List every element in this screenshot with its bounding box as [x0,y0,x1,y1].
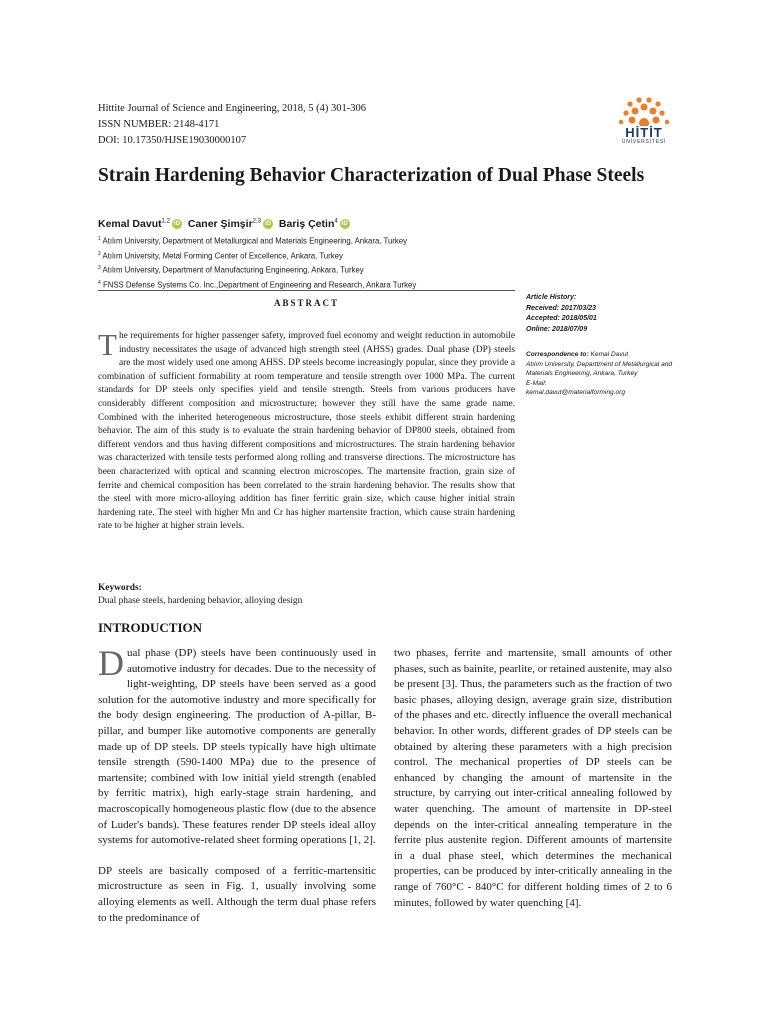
intro-paragraph: two phases, ferrite and martensite, small amounts of other phases, such as bainite, pearlite, or retained austenite, may also be present [3]. Thus, the parameters such as the fraction of two basic phases, alloying design, average grain size, distribution of the phases and etc. directly influence the overall mechanical behavior. In other words, different grades of DP steels can be obtained by altering these parameters with a high precision control. The mechanical properties of DP steels can be enhanced by changing the amount of martensite in the structure, by carrying out inter-critical annealing followed by water quenching. The amount of martensite in DP-steel depends on the inter-critical annealing temperature in the ferrite plus austenite region. Different amounts of martensite in a dual phase steel, which determines the mechanical properties, can be produced by inter-critically annealing in the range of 760°C - 840°C for different holding times of 2 to 6 minutes, followed by water quenching [4]. [394,647,672,909]
paper-title: Strain Hardening Behavior Characterization of Dual Phase Steels [98,165,645,186]
abstract-body [98,327,515,534]
article-history [526,293,686,335]
intro-column-right [394,646,672,926]
author-name: Caner Şimşir [187,218,253,230]
author-affiliation-marker: 2,3 [252,218,261,225]
affiliation-number: 3 [98,265,101,272]
affiliation-number: 4 [98,279,101,286]
affiliation-list [98,233,416,291]
affiliation-item [98,248,416,263]
logo-name: HİTİT [625,125,663,140]
author-list [98,218,353,230]
intro-paragraph: DP steels are basically composed of a ferritic-martensitic microstructure as seen in Fig. 1, usually involving some alloying elements as well. Although the term dual phase refers to the predominance of [98,864,376,924]
correspondence-block [526,350,686,398]
orcid-icon[interactable]: iD [265,221,271,228]
abstract-heading: ABSTRACT [273,298,339,308]
abstract-dropcap: T [98,327,117,362]
correspondence-label: Correspondence to: [526,351,589,358]
history-online: Online: 2018/07/09 [526,325,588,333]
section-heading-introduction: INTRODUCTION [98,620,203,635]
affiliation-item [98,233,416,248]
author-affiliation-marker: 4 [334,218,338,225]
keywords-text: Dual phase steels, hardening behavior, alloying design [98,596,303,606]
affiliation-text: Atılım University, Department of Manufacturing Engineering, Ankara, Turkey [102,265,364,275]
affiliation-text: Atılım University, Metal Forming Center of Excellence, Ankara, Turkey [102,251,343,261]
journal-issn: ISSN NUMBER: 2148-4171 [98,119,220,130]
journal-meta [98,101,366,149]
intro-paragraph-text: ual phase (DP) steels have been continuously used in automotive industry for decades. Due to the necessity of light-weighting, DP steels have been served as a good solution for the automotive industry and more specifically for the body design engineering. The production of A-pillar, B-pillar, and bumper like automotive components are generally made up of DP steels. DP steels typically have high ultimate tensile strength (590-1400 MPa) due to the presence of martensite; combined with low initial yield strength (enabled by ferritic matrix), high early-stage strain hardening, and macroscopically homogeneous plastic flow (due to the absence of Luder's bands). These features render DP steels ideal alloy systems for automotive-related sheet forming operations [1, 2]. [98,647,376,847]
sun-emblem-icon [614,96,674,126]
history-heading: Article History: [526,294,577,301]
affiliation-item [98,262,416,277]
correspondence-affiliation: Atılım University, Departtment of Metallurgical and Materials Engineering, Ankara, Turkey [526,360,673,377]
correspondence-email-label: E-Mail: [526,379,547,387]
orcid-icon[interactable]: iD [173,221,180,228]
journal-doi: DOI: 10.17350/HJSE19030000107 [98,135,247,146]
affiliation-text: Atılım University, Department of Metallurgical and Materials Engineering, Ankara, Turkey [102,236,408,246]
author-name: Bariş Çetin [278,218,335,230]
logo-subtitle: ÜNİVERSİTESİ [621,139,667,145]
affiliation-number: 2 [98,250,101,257]
intro-column-left [98,643,376,941]
correspondence-name: Kemal Davut [590,351,629,358]
correspondence-email-link[interactable]: kemal.davut@materialforming.org [526,389,626,396]
abstract-text: he requirements for higher passenger safety, improved fuel economy and weight reduction in automobile industry necessitates the usage of advanced high strength steel (AHSS) grades. Dual phase (DP) steels are the most widely used one among AHSS. DP steels become increasingly popular, since they provide a combination of sufficient formability at room temperature and tensile strength over 1000 MPa. The current standards for DP steels only specifies yield and tensile strength. Steels from various producers have considerably different composition and microstructure; however they still have the same grade name. Combined with the inherited heterogeneous microstructure, those steels exhibit different strain hardening behavior. The aim of this study is to evaluate the strain hardening behavior of DP800 steels, obtained from different vendors and thus having different compositions and microstructures. The strain hardening behavior was characterized with tensile tests performed along rolling and transverse directions. The microstructure has been characterized with optical and scanning electron microscopes. The martensite fraction, grain size of ferrite and chemical composition has been correlated to the strain hardening behavior. The results show that the steel with more micro-alloying addition has finer ferritic grain size, which cause higher initial strain hardening rate. The steel with higher Mn and Cr has higher martensite fraction, which cause strain hardening rate to be higher at higher strain levels. [98,331,515,532]
history-received: Received: 2017/03/23 [526,304,597,312]
journal-citation: Hittite Journal of Science and Engineering, 2018, 5 (4) 301-306 [98,103,366,114]
abstract-divider [98,290,515,291]
orcid-icon[interactable]: iD [341,221,348,228]
intro-paragraph [98,643,376,849]
author-affiliation-marker: 1,2 [161,218,170,225]
history-accepted: Accepted: 2018/05/01 [526,315,597,322]
intro-dropcap: D [98,643,124,683]
author-name: Kemal Davut [98,218,162,230]
university-logo [614,96,674,148]
affiliation-text: FNSS Defense Systems Co. Inc.,Department of Engineering and Research, Ankara Turkey [102,280,417,290]
affiliation-number: 1 [98,236,101,242]
keywords-label: Keywords: [98,583,142,593]
